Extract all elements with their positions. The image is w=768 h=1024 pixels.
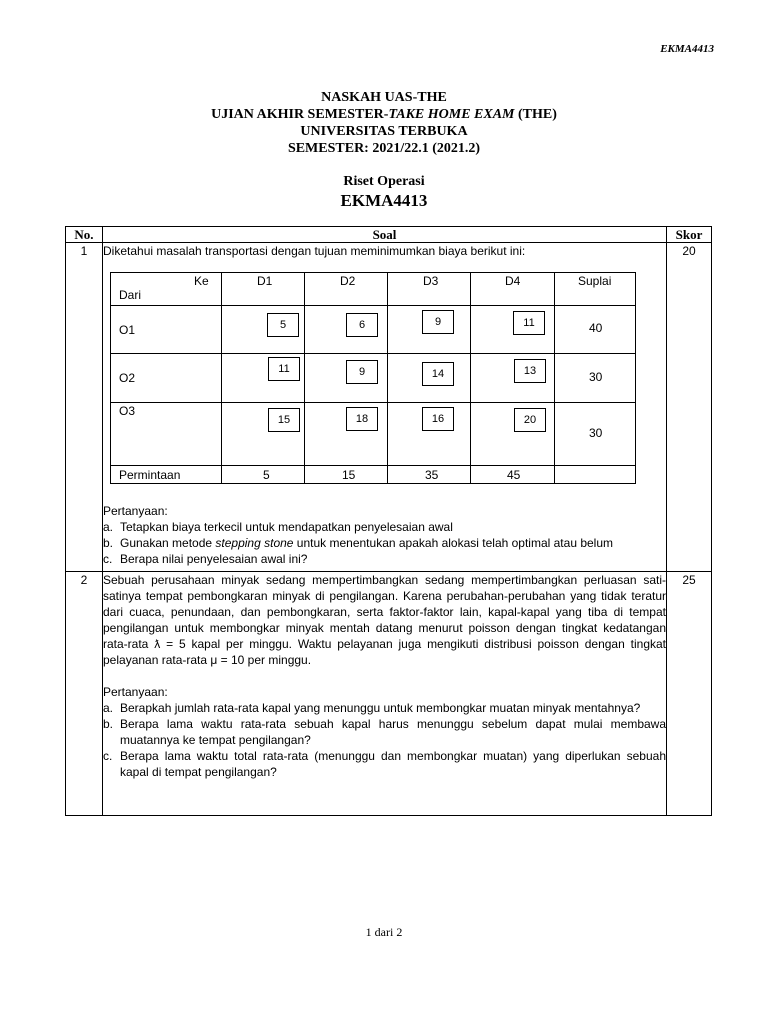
cost-box: 15 bbox=[268, 408, 300, 432]
header-line-2-italic: TAKE HOME EXAM bbox=[388, 107, 515, 122]
paragraph-spacer bbox=[103, 668, 666, 684]
questions-label: Pertanyaan: bbox=[103, 504, 168, 518]
question-intro: Sebuah perusahaan minyak sedang mempertimbangkan sedang mempertimbangkan perluasan sati-satinya tempat pembongkaran minyak di pengilangan. Karena perubahan-perubahan yang tidak teratur dari cuaca, penundaan, dan pembongkaran, serta faktor-faktor lain, kapal-kapal yang tiba di tempat pengilangan untuk membongkar minyak mentah datang menurut poisson dengan tingkat kedatangan rata-rata ƛ = 5 kapal per minggu. Waktu pelayanan juga mengikuti distribusi poisson dengan tingkat pelayanan rata-rata μ = 10 per minggu. bbox=[103, 573, 666, 667]
destination-header: D4 bbox=[505, 274, 521, 288]
demand-value: 15 bbox=[342, 468, 356, 482]
col-divider bbox=[387, 273, 388, 483]
cost-box: 16 bbox=[422, 407, 454, 431]
row-divider bbox=[111, 465, 635, 466]
col-divider bbox=[221, 273, 222, 483]
origin-label: O3 bbox=[119, 404, 136, 418]
demand-label: Permintaan bbox=[119, 468, 181, 482]
demand-value: 5 bbox=[263, 468, 270, 482]
item-text-pre: Gunakan metode bbox=[120, 536, 216, 550]
cost-box: 11 bbox=[513, 311, 545, 335]
item-label: a. bbox=[103, 701, 114, 715]
row-divider bbox=[111, 353, 635, 354]
question-list bbox=[103, 503, 666, 567]
table-header-row bbox=[66, 227, 712, 243]
item-text: Tetapkan biaya terkecil untuk mendapatkan penyelesaian awal bbox=[120, 520, 453, 534]
question-number: 1 bbox=[66, 243, 103, 572]
course-code: EKMA4413 bbox=[340, 191, 428, 210]
corner-label-dari: Dari bbox=[119, 288, 142, 302]
page-number: 1 dari 2 bbox=[365, 925, 403, 939]
supply-value: 30 bbox=[589, 426, 603, 440]
item-text: Berapa nilai penyelesaian awal ini? bbox=[120, 552, 308, 566]
origin-label: O2 bbox=[119, 371, 136, 385]
questions-label: Pertanyaan: bbox=[103, 685, 168, 699]
list-item bbox=[103, 535, 666, 551]
cost-box: 9 bbox=[346, 360, 378, 384]
question-row-1 bbox=[66, 243, 712, 572]
question-content bbox=[103, 572, 667, 816]
row-divider bbox=[111, 305, 635, 306]
row-divider bbox=[111, 402, 635, 403]
item-text-italic: stepping stone bbox=[215, 536, 294, 550]
header-soal: Soal bbox=[103, 227, 667, 243]
supply-value: 30 bbox=[589, 370, 603, 384]
destination-header: D2 bbox=[340, 274, 356, 288]
list-item bbox=[103, 716, 666, 748]
transport-table bbox=[110, 272, 636, 484]
question-number: 2 bbox=[66, 572, 103, 816]
col-divider bbox=[470, 273, 471, 483]
header-line-3: UNIVERSITAS TERBUKA bbox=[300, 124, 468, 139]
demand-value: 45 bbox=[507, 468, 521, 482]
question-list bbox=[103, 684, 666, 780]
header-line-2 bbox=[0, 106, 768, 123]
header-line-1: NASKAH UAS-THE bbox=[321, 90, 447, 105]
question-score: 20 bbox=[667, 243, 712, 572]
cost-box: 5 bbox=[267, 313, 299, 337]
exam-table bbox=[65, 226, 712, 816]
question-row-2 bbox=[66, 572, 712, 816]
item-label: a. bbox=[103, 520, 114, 534]
item-text: Berapa lama waktu rata-rata sebuah kapal harus menunggu sebelum dapat mulai membawa muatannya ke tempat pengilangan? bbox=[120, 717, 666, 747]
origin-label: O1 bbox=[119, 323, 136, 337]
header-skor: Skor bbox=[667, 227, 712, 243]
header-line-2-suffix: (THE) bbox=[514, 107, 557, 122]
question-intro: Diketahui masalah transportasi dengan tujuan meminimumkan biaya berikut ini: bbox=[103, 244, 526, 258]
item-label: b. bbox=[103, 536, 114, 550]
document-code: EKMA4413 bbox=[660, 43, 714, 55]
cost-box: 20 bbox=[514, 408, 546, 432]
exam-header bbox=[0, 89, 768, 157]
item-label: b. bbox=[103, 717, 114, 731]
cost-box: 9 bbox=[422, 310, 454, 334]
item-label: c. bbox=[103, 552, 113, 566]
col-divider bbox=[554, 273, 555, 483]
demand-value: 35 bbox=[425, 468, 439, 482]
corner-label-ke: Ke bbox=[194, 274, 209, 288]
item-text-post: untuk menentukan apakah alokasi telah optimal atau belum bbox=[293, 536, 614, 550]
col-divider bbox=[304, 273, 305, 483]
cost-box: 18 bbox=[346, 407, 378, 431]
supply-header: Suplai bbox=[578, 274, 612, 288]
cost-box: 11 bbox=[268, 357, 300, 381]
list-item bbox=[103, 551, 666, 567]
list-item bbox=[103, 748, 666, 780]
question-content bbox=[103, 243, 667, 572]
destination-header: D3 bbox=[423, 274, 439, 288]
item-text bbox=[120, 535, 666, 551]
list-item bbox=[103, 519, 666, 535]
header-line-4: SEMESTER: 2021/22.1 (2021.2) bbox=[287, 141, 481, 156]
destination-header: D1 bbox=[257, 274, 273, 288]
list-item bbox=[103, 700, 666, 716]
header-no: No. bbox=[66, 227, 103, 243]
course-title bbox=[0, 173, 768, 211]
question-score: 25 bbox=[667, 572, 712, 816]
supply-value: 40 bbox=[589, 321, 603, 335]
item-text: Berapa lama waktu total rata-rata (menunggu dan membongkar muatan) yang diperlukan sebuah kapal di tempat pengilangan? bbox=[120, 749, 666, 779]
cost-box: 13 bbox=[514, 359, 546, 383]
header-line-2-prefix: UJIAN AKHIR SEMESTER- bbox=[211, 107, 389, 122]
cost-box: 14 bbox=[422, 362, 454, 386]
course-name: Riset Operasi bbox=[343, 174, 425, 189]
cost-box: 6 bbox=[346, 313, 378, 337]
item-text: Berapkah jumlah rata-rata kapal yang menunggu untuk membongkar muatan minyak mentahnya? bbox=[120, 701, 641, 715]
item-label: c. bbox=[103, 749, 113, 763]
